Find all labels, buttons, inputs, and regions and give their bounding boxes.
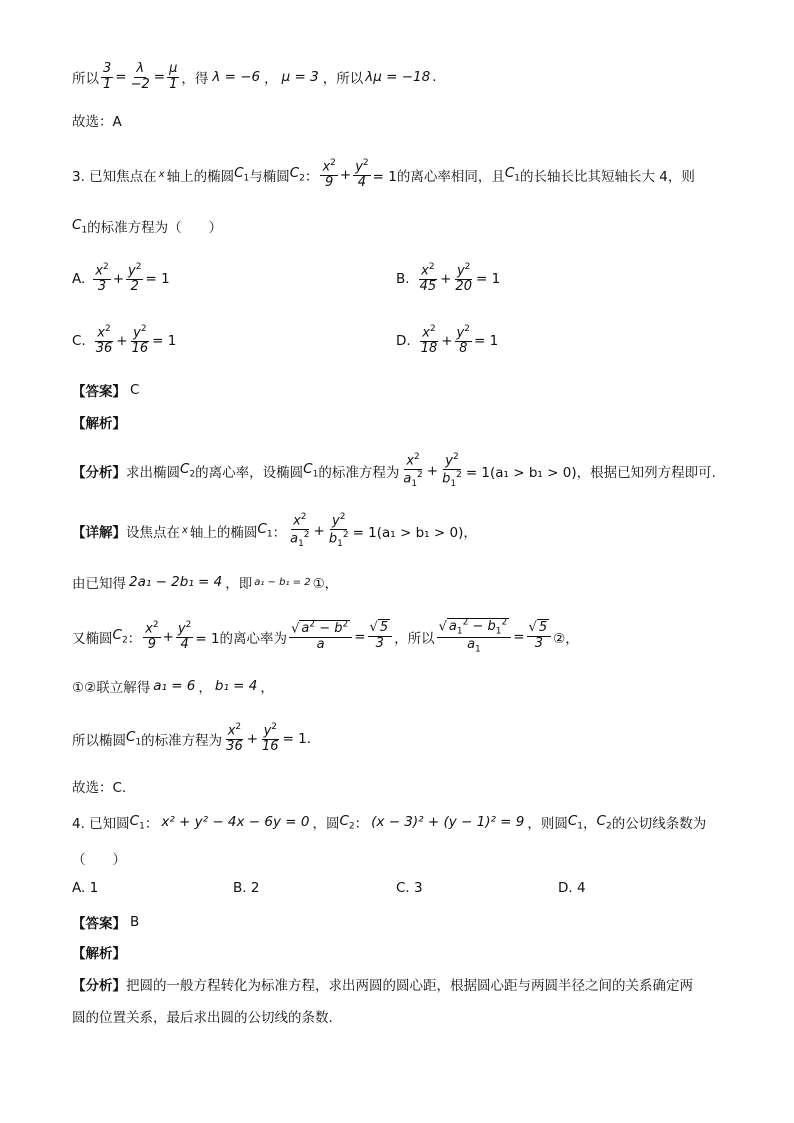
text: 所以 bbox=[72, 71, 99, 88]
answer-value: C bbox=[130, 382, 140, 398]
option4-d[interactable]: D. 4 bbox=[558, 880, 586, 896]
text: ，则圆 bbox=[527, 816, 568, 832]
text: 所以椭圆 bbox=[72, 732, 126, 749]
option4-c[interactable]: C. 3 bbox=[396, 880, 423, 896]
text: ，圆 bbox=[312, 816, 340, 832]
fraction: $\frac{y^2}{16}$ bbox=[262, 722, 279, 755]
option4-b[interactable]: B. 2 bbox=[233, 880, 260, 896]
fraction: $\frac{y^2}{20}$ bbox=[455, 262, 472, 295]
fraction: $\frac{x^2}{9}$ bbox=[322, 158, 336, 191]
fraction: $\frac{y^2}{4}$ bbox=[355, 158, 369, 191]
text: 的离心率，设椭圆 bbox=[195, 464, 304, 481]
text: ，得 bbox=[181, 71, 209, 88]
fraction: $\frac{√ a_1^2 - b_1^2}{a_1}$ bbox=[437, 618, 512, 655]
fraction: $\frac{3}{1}$ bbox=[103, 61, 112, 92]
option-label: B. bbox=[396, 270, 410, 287]
text: ， bbox=[264, 71, 278, 88]
text: 把圆的一般方程转化为标准方程，求出两圆的圆心距，根据圆心距与两圆半径之间的关系确定两 bbox=[126, 978, 693, 994]
text: . bbox=[432, 69, 437, 86]
question-3-line-2: $C_1$ 的标准方程为（ ） bbox=[72, 216, 223, 236]
fraction: $\frac{y^2}{2}$ bbox=[128, 262, 142, 295]
text: ： bbox=[304, 168, 319, 185]
text: 的标准方程为 bbox=[318, 464, 400, 481]
fraction: $\frac{x^2}{3}$ bbox=[95, 262, 109, 295]
math: 2a₁ − 2b₁ = 4 bbox=[129, 574, 223, 590]
text: ， bbox=[198, 680, 212, 696]
answer-tag: 【答案】 bbox=[72, 384, 126, 400]
option-label: D. bbox=[396, 332, 411, 349]
text: ①②联立解得 bbox=[72, 680, 151, 696]
analysis-tag: 【解析】 bbox=[72, 416, 126, 432]
fenxi-tag: 【分析】 bbox=[72, 464, 126, 481]
text: ： bbox=[127, 630, 142, 647]
text: = 1. bbox=[282, 730, 312, 747]
option-d[interactable]: D. $\frac{x^2}{18}$ + $\frac{y^2}{8}$ = 1 bbox=[396, 324, 499, 357]
xiangjie-3: 【详解】 设焦点在 x 轴上的椭圆 $C_1$ ： $\frac{x^2}{a_1^2}$ + $\frac{y^2}{b_1^2}$ = 1(a₁ > b₁ > 0)， bbox=[72, 512, 477, 550]
text: ，即 bbox=[225, 576, 253, 592]
text: 3. 已知焦点在 bbox=[72, 168, 157, 185]
answer-line-a: 故选：A bbox=[72, 114, 122, 130]
text: = 1的离心率相同，且 bbox=[372, 168, 505, 185]
fenxi-3: 【分析】 求出椭圆 $C_2$ 的离心率，设椭圆 $C_1$ 的标准方程为 $\frac{x^2}{a_1^2}$ + $\frac{y^2}{b_1^2}$ = 1(a₁ > b₁ > 0)，根据已知列方程即可. bbox=[72, 452, 716, 490]
line-conclusion-lambda-mu: 所以 $\frac{3}{1}$ = $\frac{\lambda}{-2}$ = $\frac{\mu}{1}$ ，得 λ = −6 ， μ = 3 ，所以 λμ = −18 . bbox=[72, 61, 437, 92]
text: = 1(a₁ > b₁ > 0)， bbox=[352, 524, 477, 541]
text: = 1的离心率为 bbox=[195, 630, 288, 647]
text: ： bbox=[354, 816, 369, 832]
math: b₁ = 4 bbox=[214, 678, 258, 694]
text: 的公切线条数为 bbox=[611, 816, 707, 832]
text: = 1(a₁ > b₁ > 0)，根据已知列方程即可. bbox=[465, 464, 716, 481]
math: a₁ = 6 bbox=[153, 678, 196, 694]
math: x bbox=[158, 169, 165, 181]
step-4: 所以椭圆 $C_1$ 的标准方程为 $\frac{x^2}{36}$ + $\frac{y^2}{16}$ = 1. bbox=[72, 722, 312, 755]
analysis-tag-4: 【解析】 bbox=[72, 946, 126, 962]
math: μ = 3 bbox=[281, 69, 319, 86]
answer-value: B bbox=[130, 914, 140, 930]
answer-4 bbox=[72, 912, 139, 932]
fraction: $\frac{x^2}{a_1^2}$ bbox=[403, 452, 423, 490]
fraction: $\frac{y^2}{b_1^2}$ bbox=[442, 452, 462, 490]
question-4-line-2: （ ） bbox=[72, 852, 126, 868]
math: a₁ − b₁ = 2 bbox=[254, 576, 311, 588]
text: ： bbox=[272, 524, 287, 541]
text: 4. 已知圆 bbox=[72, 816, 130, 832]
text: 由已知得 bbox=[72, 576, 126, 592]
text: 又椭圆 bbox=[72, 630, 113, 647]
text: 求出椭圆 bbox=[126, 464, 180, 481]
fraction: $\frac{y^2}{8}$ bbox=[456, 324, 470, 357]
text: 的标准方程为 bbox=[141, 732, 223, 749]
fraction: $\frac{x^2}{45}$ bbox=[419, 262, 437, 295]
option-c[interactable]: C. $\frac{x^2}{36}$ + $\frac{y^2}{16}$ = 1 bbox=[72, 324, 177, 357]
xiangjie-tag: 【详解】 bbox=[72, 524, 126, 541]
question-4-line-1: 4. 已知圆 $C_1$ ： x² + y² − 4x − 6y = 0 ，圆 $C_2$ ： (x − 3)² + (y − 1)² = 9 ，则圆 $C_1$ ， $C_2$ 的公切线条数为 bbox=[72, 812, 707, 832]
answer-tag: 【答案】 bbox=[72, 916, 126, 932]
option4-a[interactable]: A. 1 bbox=[72, 880, 99, 896]
math: (x − 3)² + (y − 1)² = 9 bbox=[371, 814, 525, 830]
text: 轴上的椭圆 bbox=[189, 524, 258, 541]
math: λ = −6 bbox=[212, 69, 261, 86]
option-b[interactable]: B. $\frac{x^2}{45}$ + $\frac{y^2}{20}$ = 1 bbox=[396, 262, 501, 295]
fraction: $\frac{x^2}{a_1^2}$ bbox=[290, 512, 310, 550]
text: 的标准方程为（ ） bbox=[87, 220, 223, 236]
math: λμ = −18 bbox=[365, 69, 431, 86]
fraction: $\frac{x^2}{9}$ bbox=[145, 620, 159, 653]
math: x² + y² − 4x − 6y = 0 bbox=[161, 814, 310, 830]
text: ，所以 bbox=[322, 71, 364, 88]
text: ： bbox=[144, 816, 159, 832]
text: ， bbox=[260, 680, 274, 696]
text: 与椭圆 bbox=[249, 168, 290, 185]
option-a[interactable]: A. $\frac{x^2}{3}$ + $\frac{y^2}{2}$ = 1 bbox=[72, 262, 170, 295]
answer-line-c: 故选：C. bbox=[72, 780, 127, 796]
step-3 bbox=[72, 676, 274, 696]
fraction: $\frac{y^2}{16}$ bbox=[131, 324, 149, 357]
text: 设焦点在 bbox=[126, 524, 180, 541]
fraction: $\frac{x^2}{36}$ bbox=[226, 722, 243, 755]
option-label: C. bbox=[72, 332, 86, 349]
fraction: $\frac{x^2}{36}$ bbox=[95, 324, 113, 357]
text: ②， bbox=[553, 630, 579, 647]
fraction: $\frac{√ 5}{3}$ bbox=[527, 621, 552, 652]
text: ①， bbox=[312, 576, 339, 592]
fraction: $\frac{√ 5}{3}$ bbox=[368, 621, 393, 652]
option-label: A. bbox=[72, 270, 86, 287]
fraction: $\frac{y^2}{b_1^2}$ bbox=[328, 512, 349, 550]
fraction: $\frac{\mu}{1}$ bbox=[169, 61, 178, 92]
fenxi-tag: 【分析】 bbox=[72, 978, 126, 994]
fraction: $\frac{x^2}{18}$ bbox=[420, 324, 438, 357]
text: 轴上的椭圆 bbox=[166, 168, 235, 185]
fraction: $\frac{√ a^2 - b^2}{a}$ bbox=[289, 620, 352, 653]
fenxi-4-line-1 bbox=[72, 974, 693, 994]
fraction: $\frac{\lambda}{-2}$ bbox=[130, 61, 150, 92]
math: C bbox=[234, 165, 244, 182]
math: C bbox=[289, 165, 300, 182]
question-3-line-1: 3. 已知焦点在 x 轴上的椭圆 $C_1$ 与椭圆 $C_2$ ： $\frac{x^2}{9}$ + $\frac{y^2}{4}$ = 1的离心率相同，且 $C_1$ 的长轴长比其短轴长大 4，则 bbox=[72, 158, 695, 191]
fraction: $\frac{y^2}{4}$ bbox=[177, 620, 192, 653]
text: ，所以 bbox=[394, 630, 435, 647]
text: 的长轴长比其短轴长大 4，则 bbox=[520, 168, 695, 185]
step-2: 又椭圆 $C_2$ ： $\frac{x^2}{9}$ + $\frac{y^2}{4}$ = 1的离心率为 $\frac{√ a^2 - b^2}{a}$ = $\frac{√ 5}{3}$ ，所以 $\frac{√ a_1^2 - b_1^2}{a_1}$ = $\frac{√ 5}{3}$ ②， bbox=[72, 618, 579, 655]
text: ， bbox=[583, 816, 597, 832]
fenxi-4-line-2: 圆的位置关系，最后求出圆的公切线的条数. bbox=[72, 1010, 333, 1026]
step-1 bbox=[72, 572, 338, 592]
answer-3 bbox=[72, 380, 139, 400]
